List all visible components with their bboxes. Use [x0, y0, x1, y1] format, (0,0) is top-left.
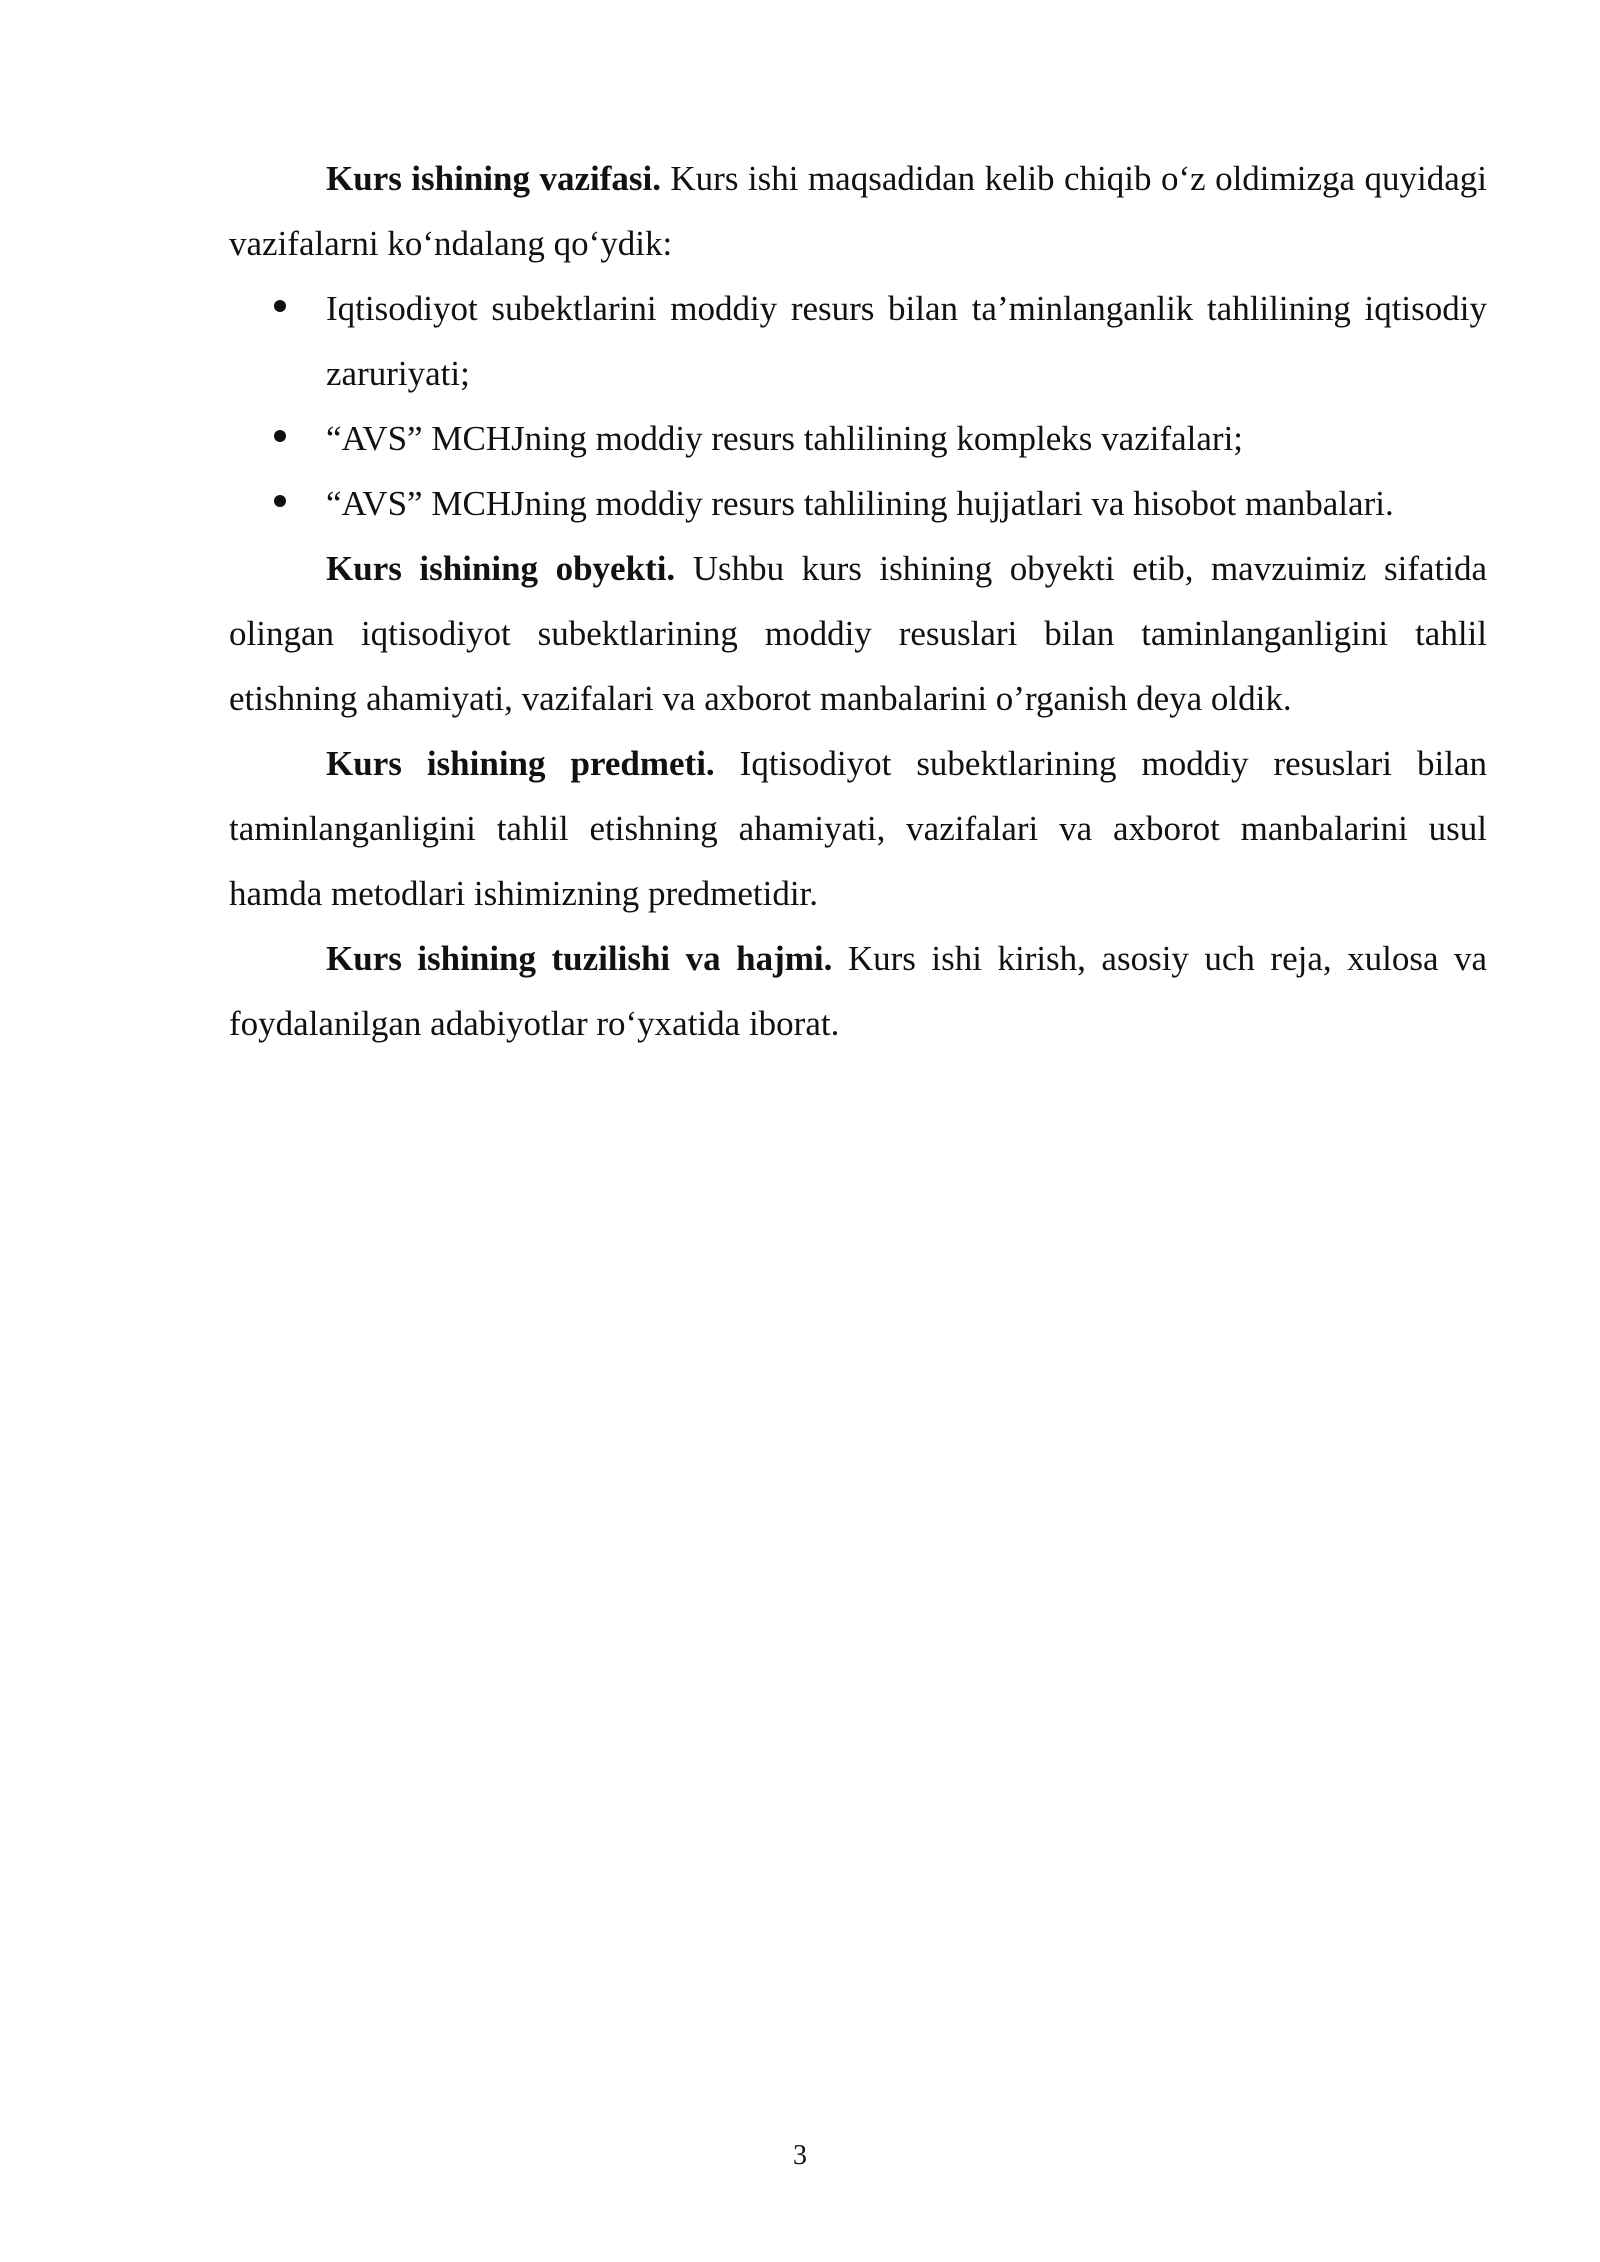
bullet-icon	[274, 495, 286, 507]
tasks-intro: Kurs ishi maqsadidan kelib chiqib o‘z oldimizga quyidagi vazifalarni ko‘ndalang qo‘ydik:	[229, 159, 1487, 263]
page-body	[229, 146, 1487, 1056]
subject-heading: Kurs ishining predmeti.	[326, 744, 715, 783]
list-item-text: “AVS” MCHJning moddiy resurs tahlilining kompleks vazifalari;	[326, 419, 1244, 458]
list-item-text: “AVS” MCHJning moddiy resurs tahlilining hujjatlari va hisobot manbalari.	[326, 484, 1394, 523]
bullet-icon	[274, 300, 286, 312]
bullet-icon	[274, 430, 286, 442]
page-number: 3	[793, 2140, 807, 2171]
object-heading: Kurs ishining obyekti.	[326, 549, 676, 588]
list-item	[229, 406, 1487, 471]
subject-paragraph	[229, 731, 1487, 926]
list-item	[229, 471, 1487, 536]
object-text: Ushbu kurs ishining obyekti etib, mavzuimiz sifatida olingan iqtisodiyot subektlarining moddiy resuslari bilan taminlanganligini tahlil etishning ahamiyati, vazifalari va axborot manbalarini o’rganish deya oldik.	[229, 549, 1487, 718]
object-paragraph	[229, 536, 1487, 731]
structure-text: Kurs ishi kirish, asosiy uch reja, xulosa va foydalanilgan adabiyotlar ro‘yxatida iborat.	[229, 939, 1488, 1043]
tasks-paragraph	[229, 146, 1487, 276]
list-item-text: Iqtisodiyot subektlarini moddiy resurs bilan ta’minlanganlik tahlilining iqtisodiy zaruriyati;	[326, 289, 1487, 393]
structure-paragraph	[229, 926, 1487, 1056]
tasks-list	[229, 276, 1487, 536]
structure-heading: Kurs ishining tuzilishi va hajmi.	[326, 939, 833, 978]
tasks-heading: Kurs ishining vazifasi.	[326, 159, 661, 198]
list-item	[229, 276, 1487, 406]
subject-text: Iqtisodiyot subektlarining moddiy resuslari bilan taminlanganligini tahlil etishning ahamiyati, vazifalari va axborot manbalarini usul hamda metodlari ishimizning predmetidir.	[229, 744, 1487, 913]
